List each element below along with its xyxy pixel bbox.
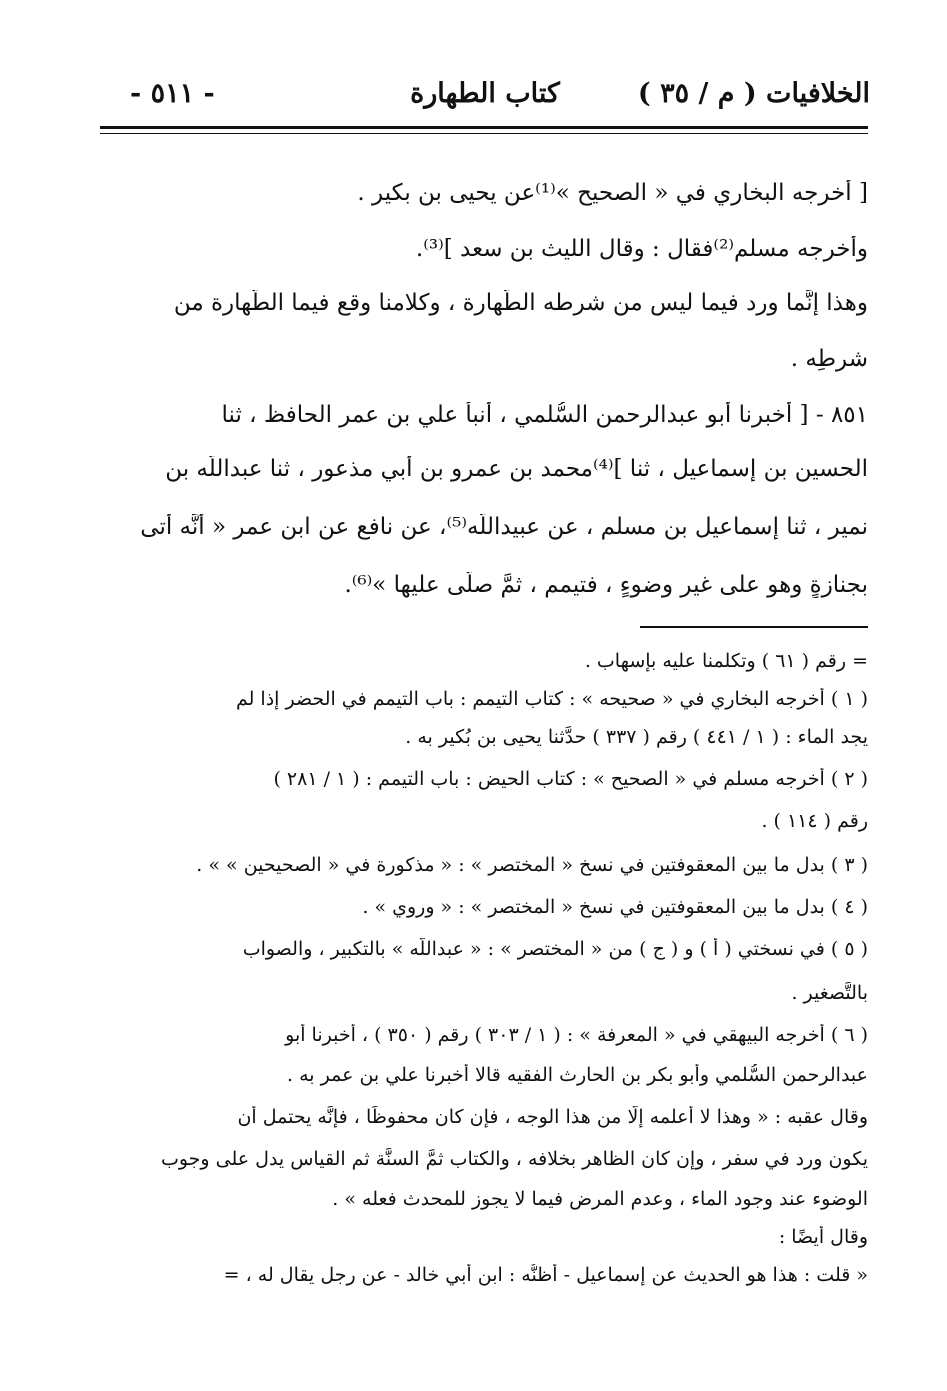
page-number: - ٥١١ - (130, 78, 215, 109)
hadith-line: ٨٥١ - [ أَخبرنا أَبو عبدالرحمن السُّلمي ، أَنبأَ علي بن عمر الحافظ ، ثنا (221, 402, 868, 428)
body-line: وهذا إِنَّما ورد فيما ليس من شرطه الطُّهارة ، وكلامنا وقع فيما الطُّهارة من (173, 290, 868, 316)
footnote-line: = رقم ( ٦١ ) وتكلمنا عليه بإسهاب . (584, 650, 868, 672)
footnote-line: ( ١ ) أَخرجه البخاري في « صحيحه » : كتاب التيمم : باب التيمم في الحضر إِذا لم (235, 688, 868, 710)
hadith-line: بجنازةٍ وهو على غير وضوءٍ ، فتيمم ، ثمَّ صلَّى عليها »⁽⁶⁾. (344, 572, 868, 598)
footnote-line: ( ٦ ) أَخرجه البيهقي في « المعرفة » : ( ١ / ٣٠٣ ) رقم ( ٣٥٠ ) ، أَخبرنا أَبو (285, 1024, 868, 1046)
footnote-line: ( ٥ ) في نسختي ( أ ) و ( ج ) من « المختصر » : « عبداللَّه » بالتكبير ، والصواب (242, 938, 868, 960)
footnote-line: ( ٣ ) بدل ما بين المعقوفتين في نسخ « المختصر » : « مذكورة في « الصحيحين » » . (196, 854, 868, 876)
header-rule-thick (100, 126, 868, 129)
footnote-line: يكون ورد في سفر ، وإِن كان الظاهر بخلافه ، والكتاب ثمَّ السنَّة ثم القياس يدل على وجوب (160, 1148, 868, 1170)
footnote-line: رقم ( ١١٤ ) . (761, 810, 868, 832)
chapter-title: كتاب الطهارة (410, 78, 560, 109)
footnote-line: ( ٢ ) أَخرجه مسلم في « الصحيح » : كتاب الحيض : باب التيمم : ( ١ / ٢٨١ ) (273, 768, 868, 790)
book-title: الخلافيات ( م / ٣٥ ) (637, 78, 870, 109)
running-header (100, 78, 870, 118)
footnote-line: وقال أَيضًا : (778, 1226, 868, 1248)
footnote-line: « قلت : هذا هو الحديث عن إِسماعيل - أَظنُّه : ابن أَبي خالد - عن رجل يقال له ، = (223, 1264, 868, 1286)
body-line: شرطِه . (790, 346, 868, 372)
footnote-separator (640, 626, 868, 628)
footnote-line: ( ٤ ) بدل ما بين المعقوفتين في نسخ « المختصر » : « وروي » . (362, 896, 868, 918)
hadith-line: نمير ، ثنا إِسماعيل بن مسلم ، عن عبيداللَّه⁽⁵⁾، عن نافع عن ابن عمر « أَنَّه أَتى (140, 514, 868, 540)
footnote-line: يجد الماء : ( ١ / ٤٤١ ) رقم ( ٣٣٧ ) حدَّثنا يحيى بن بُكير به . (405, 726, 868, 748)
footnote-line: عبدالرحمن السُّلمي وأَبو بكر بن الحارث الفقيه قالا أَخبرنا علي بن عمر به . (287, 1064, 868, 1086)
footnote-line: وقال عقبه : « وهذا لا أَعلمه إِلَّا من هذا الوجه ، فإِن كان محفوظًا ، فإِنَّه يحتمل أَن (237, 1106, 868, 1128)
footnote-line: الوضوء عند وجود الماء ، وعدم المرض فيما لا يجوز للمحدث فعله » . (332, 1188, 868, 1210)
header-rule-thin (100, 133, 868, 134)
body-line: وأَخرجه مسلم⁽²⁾فقال : وقال الليث بن سعد ]⁽³⁾. (415, 236, 868, 262)
footnote-line: بالتَّصغير . (791, 982, 868, 1004)
hadith-line: الحسين بن إِسماعيل ، ثنا ]⁽⁴⁾محمد بن عمرو بن أَبي مذعور ، ثنا عبداللَّه بن (165, 456, 868, 482)
body-line: [ أَخرجه البخاري في « الصحيح »⁽¹⁾عن يحيى بن بكير . (357, 180, 868, 206)
